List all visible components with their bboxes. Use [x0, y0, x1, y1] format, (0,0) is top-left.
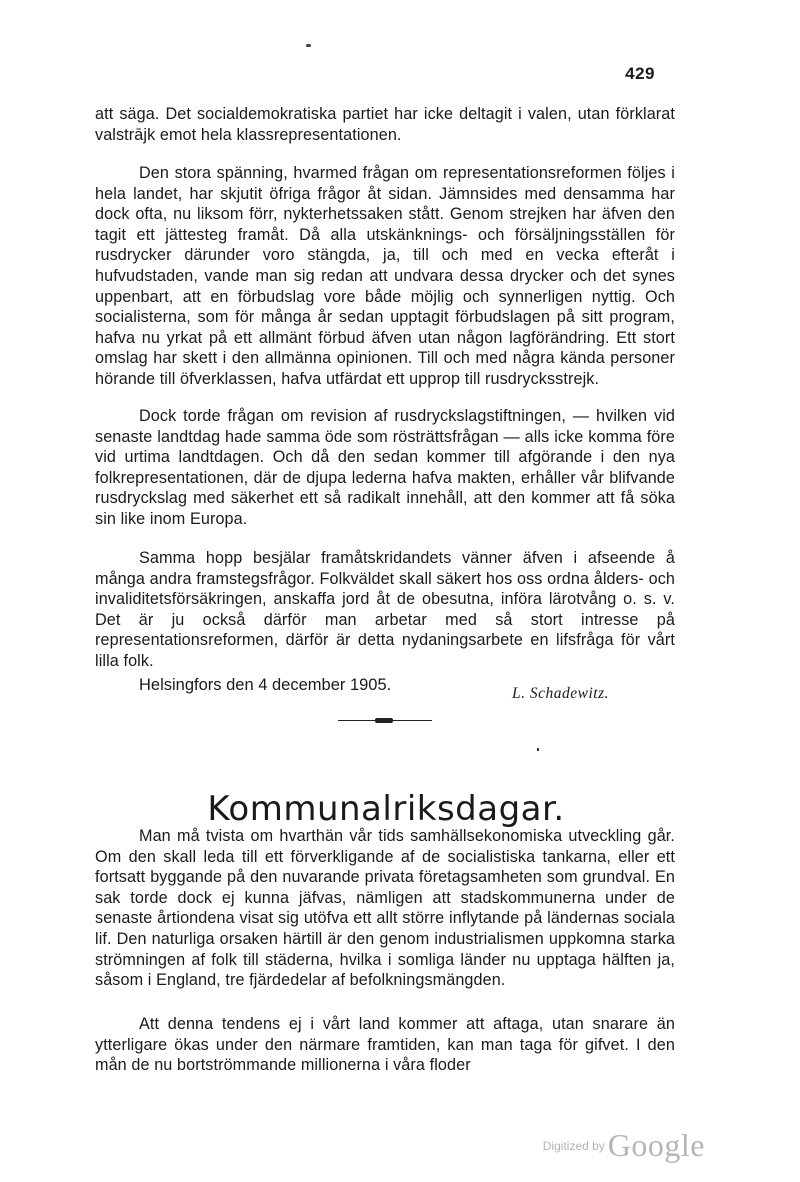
digitized-watermark — [543, 1127, 705, 1164]
paragraph-text: Man må tvista om hvarthän vår tids samhällsekonomiska utveckling går. Om den skall leda till ett förverkligande af de socialistiska tankarna, eller ett fortsatt byggande på den nuvarande privata företagsamheten som grundval. En sak torde dock ej kunna jäfvas, nämligen att stadskommunerna under de senaste årtiondena visat sig utöfva ett allt större inflytande på ländernas sociala lif. Den naturliga orsaken härtill är den genom industrialismen uppkomna starka strömningen af folk till städerna, hvilka i somliga länder nu upptaga hälften ja, såsom i England, tre fjärdedelar af befolkningsmängden. — [95, 827, 675, 990]
paragraph-text: Samma hopp besjälar framåtskridandets vänner äfven i afseende å många andra framstegsfrågor. Folkväldet skall säkert hos oss ordna ålders- och invaliditetsförsäkringen, anskaffa jord åt de obesutna, införa lärotvång o. s. v. Det är ju också därför man arbetar med så stort intresse på representationsreformen, därför är detta nydaningsarbete en lifsfråga för vårt lilla folk. — [95, 549, 675, 670]
paragraph-text: Att denna tendens ej i vårt land kommer att aftaga, utan snarare än ytterligare ökas under den närmare framtiden, kan man taga för gifvet. I den mån de nu bortströmmande millionerna i våra floder — [95, 1015, 675, 1075]
paragraph-municipal — [95, 826, 675, 991]
paragraph-text: Dock torde frågan om revision af rusdryckslagstiftningen, — hvilken vid senaste landtdag hade samma öde som rösträttsfrågan — alls icke komma före vid urtima landtdagen. Och då den sedan kommer till afgörande i den nya folkrepresentationen, där de djupa lederna hafva makten, erhåller vår blifvande rusdryckslag med säkerhet ett så radikalt innehåll, att den kommer att få söka sin like inom Europa. — [95, 407, 675, 528]
ink-dot — [537, 748, 539, 751]
paragraph-text: Den stora spänning, hvarmed frågan om representationsreformen följes i hela landet, har skjutit öfriga frågor åt sidan. Jämnsides med densamma har dock ofta, nu liksom förr, nykterhetssaken stått. Genom strejken har äfven den tagit ett jättesteg framåt. Då alla utskänknings- och försäljningsställen för rusdrycker därunder voro stängda, ja, till och med en vecka efteråt i hufvudstaden, vande man sig redan att undvara dessa drycker och det synes uppenbart, att en förbudslag vore både möjlig och synnerligen nyttig. Och socialisterna, som för många år sedan upptagit förbudslagen på sitt program, hafva nu yrkat på ett allmänt förbud äfven utan någon lagförändring. Ett stort omslag har skett i den allmänna opinionen. Till och med några kända personer hörande till öfverklassen, hafva utfärdat ett upprop till rusdrycksstrejk. — [95, 164, 675, 388]
watermark-prefix: Digitized by — [542, 1139, 605, 1153]
paragraph-tendency — [95, 1014, 675, 1076]
place-date: Helsingfors den 4 december 1905. — [139, 676, 392, 694]
paragraph-revision — [95, 406, 675, 530]
paragraph-continuation — [95, 104, 675, 145]
watermark-brand: Google — [607, 1127, 705, 1163]
ink-speck — [306, 44, 311, 47]
page-number: 429 — [625, 64, 655, 83]
paragraph-reforms — [95, 548, 675, 672]
article-heading: Kommunalriksdagar. — [207, 788, 565, 829]
paragraph-temperance — [95, 163, 675, 390]
author-signature: L. Schadewitz. — [512, 685, 609, 702]
paragraph-text: att säga. Det socialdemokratiska partiet har icke deltagit i valen, utan förklarat valstrājk emot hela klassrepresentationen. — [95, 105, 675, 144]
divider-ornament — [375, 718, 393, 723]
